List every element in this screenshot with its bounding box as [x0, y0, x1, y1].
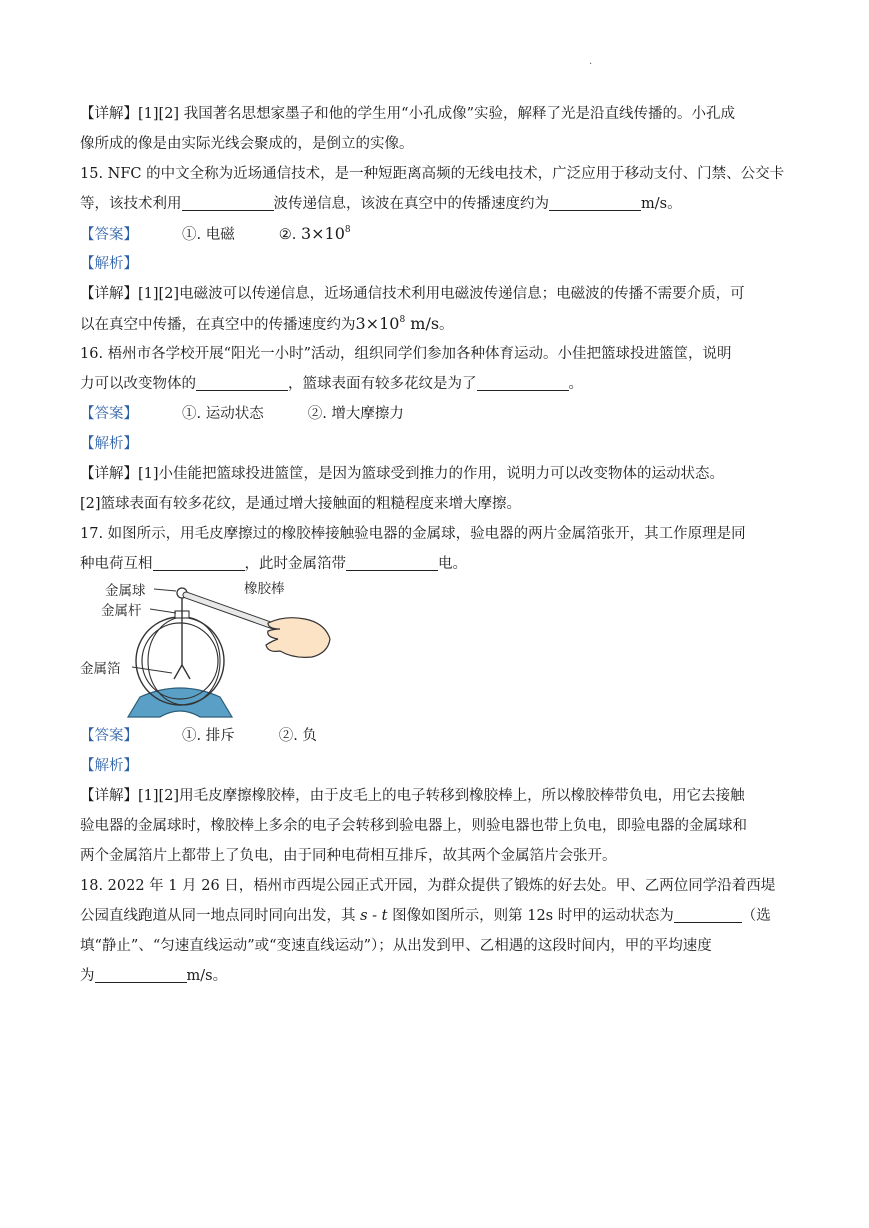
answer-blank [196, 372, 288, 391]
q15-question-line-2 [80, 189, 792, 219]
question-text: （选 [741, 908, 771, 924]
q14-detail-line-1 [80, 99, 792, 129]
q17-answer-line [80, 721, 792, 751]
answer-blank [549, 192, 641, 211]
q16-question-line-2 [80, 369, 792, 399]
answer-2: ②. 负 [278, 728, 317, 744]
detail-text: [1][2] 我国著名思想家墨子和他的学生用“小孔成像”实验，解释了光是沿直线传播的。小孔成 [138, 106, 736, 122]
q17-question-line-1: 17. 如图所示，用毛皮摩擦过的橡胶棒接触验电器的金属球，验电器的两片金属箔张开，其工作原理是同 [80, 526, 746, 542]
label-rubber-rod: 橡胶棒 [244, 581, 285, 597]
q16-detail-line-2: [2]篮球表面有较多花纹，是通过增大接触面的粗糙程度来增大摩擦。 [80, 496, 522, 512]
q15-question-line-1: 15. NFC 的中文全称为近场通信技术，是一种短距离高频的无线电技术，广泛应用于移动支付、门禁、公交卡 [80, 166, 785, 182]
answer-tag: 【答案】 [80, 728, 138, 744]
metal-foil-left [174, 665, 182, 679]
answer-2-prefix: ②. [278, 227, 297, 243]
answer-tag: 【答案】 [80, 227, 138, 243]
q18-question-line-4 [80, 961, 792, 991]
answer-1: ①. 运动状态 [182, 406, 264, 422]
question-text: m/s。 [641, 196, 682, 212]
answer-blank [674, 904, 742, 923]
question-text: 电。 [438, 556, 467, 572]
q16-answer-line [80, 399, 792, 429]
stand-base [128, 688, 232, 717]
detail-text: [1][2]用毛皮摩擦橡胶棒，由于皮毛上的电子转移到橡胶棒上，所以橡胶棒带负电，用它去接触 [138, 788, 745, 804]
question-text: 波传递信息，该波在真空中的传播速度约为 [273, 196, 549, 212]
label-metal-foil: 金属箔 [80, 661, 121, 677]
question-text: ，篮球表面有较多花纹是为了 [288, 376, 477, 392]
q18-question-line-1: 18. 2022 年 1 月 26 日，梧州市西堤公园正式开园，为群众提供了锻炼的好去处。甲、乙两位同学沿着西堤 [80, 878, 776, 894]
q18-question-line-2 [80, 901, 792, 931]
q15-detail-line-2: 以在真空中传播，在真空中的传播速度约为$3\times 10^8$ m/s。 [80, 314, 454, 333]
detail-tag: 【详解】 [80, 788, 138, 804]
answer-blank [182, 192, 274, 211]
q17-detail-line-3: 两个金属箔片上都带上了负电，由于同种电荷相互排斥，故其两个金属箔片会张开。 [80, 848, 617, 864]
speed-value: $3\times 10^8$ m/s [355, 314, 440, 333]
q16-question-line-1: 16. 梧州市各学校开展“阳光一小时”活动，组织同学们参加各种体育运动。小佳把篮球投进篮筐，说明 [80, 346, 732, 362]
leader-rod [150, 609, 176, 613]
q14-detail-line-2: 像所成的像是由实际光线会聚成的，是倒立的实像。 [80, 136, 414, 152]
label-metal-rod: 金属杆 [101, 603, 142, 619]
electroscope-figure [80, 579, 792, 721]
metal-foil-right [182, 665, 190, 679]
answer-1: ①. 电磁 [182, 227, 235, 243]
header-dot: . [589, 56, 593, 67]
q17-question-line-2 [80, 549, 792, 579]
question-text: 为 [80, 968, 95, 984]
q15-analysis-tag: 【解析】 [80, 256, 138, 272]
answer-2: ②. 增大摩擦力 [307, 406, 404, 422]
label-metal-ball: 金属球 [105, 583, 146, 599]
answer-tag: 【答案】 [80, 406, 138, 422]
detail-text: [1][2]电磁波可以传递信息，近场通信技术利用电磁波传递信息；电磁波的传播不需要介质，可 [138, 286, 745, 302]
q17-analysis-tag: 【解析】 [80, 758, 138, 774]
question-text: 图像如图所示，则第 12s 时甲的运动状态为 [387, 908, 674, 924]
hand [266, 618, 330, 658]
detail-text: [1]小佳能把篮球投进篮筐，是因为篮球受到推力的作用，说明力可以改变物体的运动状态。 [138, 466, 725, 482]
q16-analysis-tag: 【解析】 [80, 436, 138, 452]
answer-blank [477, 372, 569, 391]
question-text: 等，该技术利用 [80, 196, 182, 212]
detail-tag: 【详解】 [80, 466, 138, 482]
answer-blank [95, 964, 187, 983]
question-text: m/s。 [186, 968, 228, 984]
q17-detail-line-1 [80, 781, 792, 811]
question-text: 公园直线跑道从同一地点同时同向出发，其 [80, 908, 361, 924]
q18-question-line-3: 填“静止”、“匀速直线运动”或“变速直线运动”）；从出发到甲、乙相遇的这段时间内，甲的平均速度 [80, 938, 712, 954]
answer-blank [153, 552, 245, 571]
st-graph-label: s - t [360, 908, 388, 924]
document-content [80, 99, 792, 991]
q17-detail-line-2: 验电器的金属球时，橡胶棒上多余的电子会转移到验电器上，则验电器也带上负电，即验电器的金属球和 [80, 818, 747, 834]
answer-1: ①. 排斥 [182, 728, 235, 744]
answer-2-value: $3\times 10^8$ [300, 224, 351, 243]
question-text: 力可以改变物体的 [80, 376, 196, 392]
detail-text: 以在真空中传播，在真空中的传播速度约为 [80, 317, 356, 333]
question-text: ，此时金属箔带 [244, 556, 346, 572]
question-text: 种电荷互相 [80, 556, 153, 572]
q15-detail-line-1 [80, 279, 792, 309]
electroscope-diagram [80, 579, 340, 721]
answer-blank [346, 552, 438, 571]
q16-detail-line-1 [80, 459, 792, 489]
leader-ball [154, 589, 176, 591]
detail-tag: 【详解】 [80, 286, 138, 302]
q15-answer-line [80, 219, 792, 249]
detail-tag: 【详解】 [80, 106, 138, 122]
question-text: 。 [568, 376, 583, 392]
